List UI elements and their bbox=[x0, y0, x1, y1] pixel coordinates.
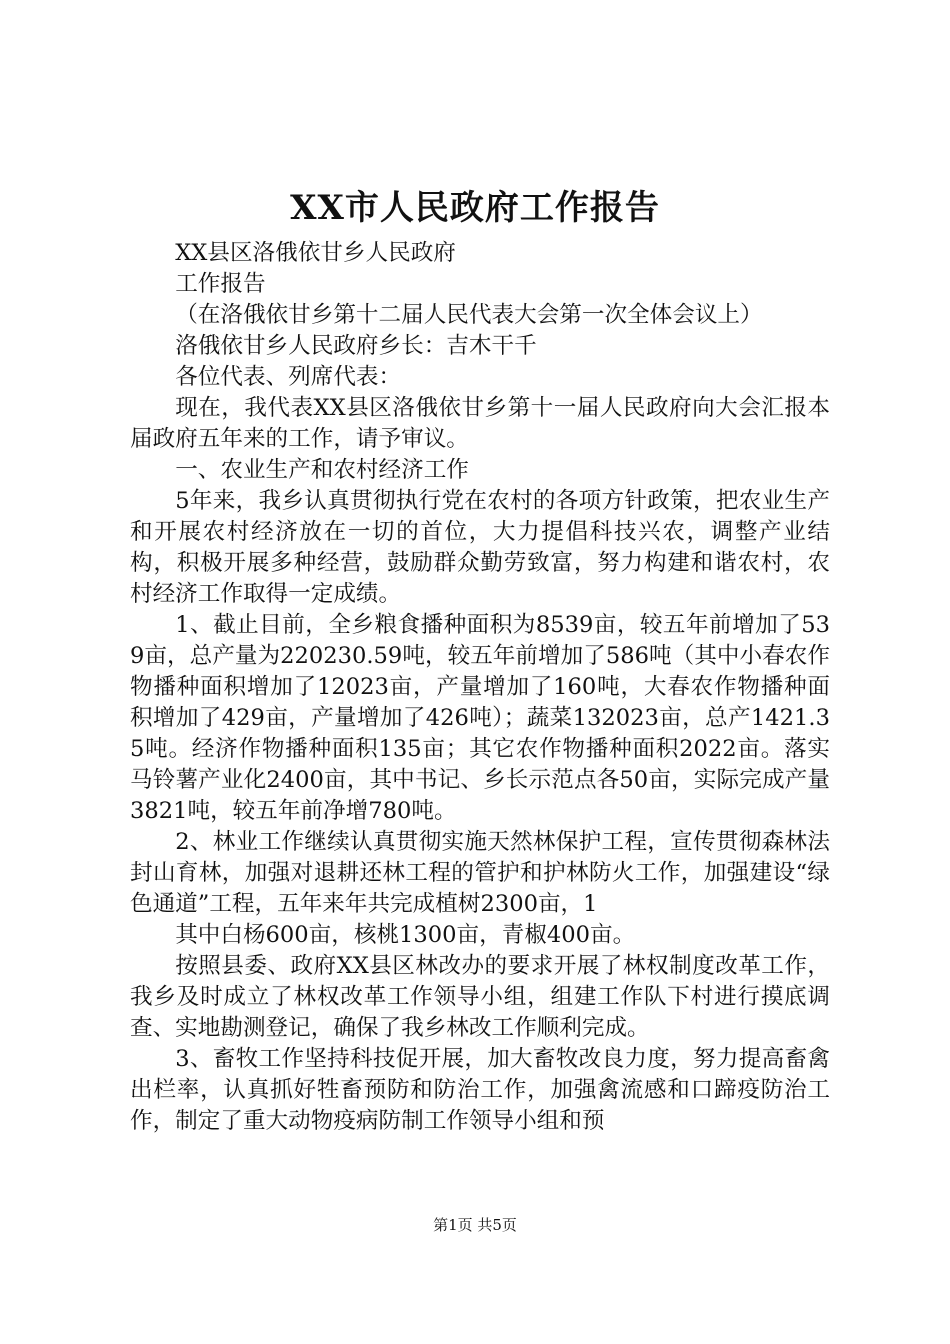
paragraph-3: （在洛俄依甘乡第十二届人民代表大会第一次全体会议上） bbox=[175, 302, 763, 328]
paragraph-6: 现在，我代表XX县区洛俄依甘乡第十一届人民政府向大会汇报本届政府五年来的工作，请予审议。 bbox=[130, 395, 830, 452]
paragraph-8: 5年来，我乡认真贯彻执行党在农村的各项方针政策，把农业生产和开展农村经济放在一切的首位，大力提倡科技兴农，调整产业结构，积极开展多种经营，鼓励群众勤劳致富，努力构建和谐农村，农村经济工作取得一定成绩。 bbox=[130, 488, 830, 607]
paragraph-7: 一、农业生产和农村经济工作 bbox=[175, 457, 469, 483]
page-number-footer: 第1页 共5页 bbox=[433, 1216, 517, 1234]
document-body bbox=[130, 238, 830, 1137]
paragraph-9: 1、截止目前，全乡粮食播种面积为8539亩，较五年前增加了539亩，总产量为220230.59吨，较五年前增加了586吨（其中小春农作物播种面积增加了12023亩，产量增加了160吨，大春农作物播种面积增加了429亩，产量增加了426吨）；蔬菜132023亩，总产1421.35吨。经济作物播种面积135亩；其它农作物播种面积2022亩。落实马铃薯产业化2400亩，其中书记、乡长示范点各50亩，实际完成产量3821吨，较五年前净增780吨。 bbox=[130, 612, 830, 824]
paragraph-10: 2、林业工作继续认真贯彻实施天然林保护工程，宣传贯彻森林法封山育林，加强对退耕还林工程的管护和护林防火工作，加强建设“绿色通道”工程，五年来年共完成植树2300亩，1 bbox=[130, 829, 830, 917]
paragraph-13: 3、畜牧工作坚持科技促开展，加大畜牧改良力度，努力提高畜禽出栏率，认真抓好牲畜预防和防治工作，加强禽流感和口蹄疫防治工作，制定了重大动物疫病防制工作领导小组和预 bbox=[130, 1046, 830, 1134]
paragraph-4: 洛俄依甘乡人民政府乡长：吉木干千 bbox=[175, 333, 537, 359]
paragraph-11: 其中白杨600亩，核桃1300亩，青椒400亩。 bbox=[175, 922, 636, 948]
paragraph-12: 按照县委、政府XX县区林改办的要求开展了林权制度改革工作，我乡及时成立了林权改革工作领导小组，组建工作队下村进行摸底调查、实地勘测登记，确保了我乡林改工作顺利完成。 bbox=[130, 953, 830, 1041]
paragraph-1: XX县区洛俄依甘乡人民政府 bbox=[175, 240, 456, 266]
paragraph-5: 各位代表、列席代表： bbox=[175, 364, 402, 390]
document-title: XX市人民政府工作报告 bbox=[290, 188, 660, 228]
paragraph-2: 工作报告 bbox=[175, 271, 266, 297]
